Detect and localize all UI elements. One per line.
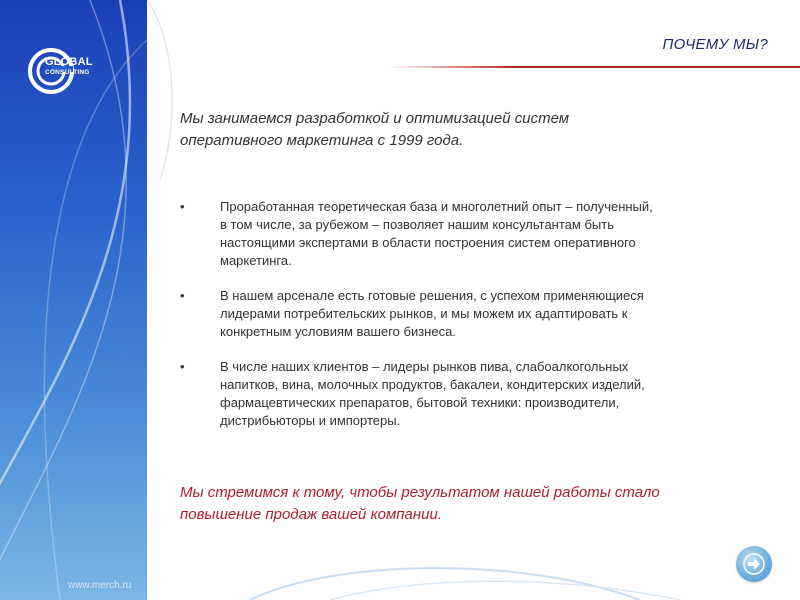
bullet-marker: • (180, 199, 185, 214)
logo-text (45, 57, 93, 77)
next-slide-button[interactable] (736, 546, 772, 582)
sidebar (0, 0, 147, 600)
bullet-line: В числе наших клиентов – лидеры рынков пива, слабоалкогольных (220, 359, 629, 374)
title-divider (388, 66, 800, 68)
bullet-line: дистрибьюторы и импортеры. (220, 413, 401, 428)
bullet-marker: • (180, 359, 185, 374)
arrow-right-icon (743, 553, 765, 575)
bullet-line: Проработанная теоретическая база и многолетний опыт – полученный, (220, 199, 653, 214)
bullet-line: маркетинга. (220, 253, 292, 268)
bullet-marker: • (180, 288, 185, 303)
website-link[interactable]: www.merch.ru (68, 580, 132, 591)
closing-line: Мы стремимся к тому, чтобы результатом нашей работы стало (180, 484, 660, 501)
intro-line: Мы занимаемся разработкой и оптимизацией систем (180, 110, 570, 127)
bullet-line: настоящими экспертами в области построения систем оперативного (220, 235, 636, 250)
intro-text (180, 108, 700, 152)
bullet-line: в том числе, за рубежом – позволяет нашим консультантам быть (220, 217, 614, 232)
bullet-line: фармацевтических препаратов, бытовой техники: производители, (220, 395, 620, 410)
logo-line2: CONSULTING (45, 69, 90, 76)
bullet-line: В нашем арсенале есть готовые решения, с успехом применяющиеся (220, 288, 644, 303)
bullet-line: напитков, вина, молочных продуктов, бакалеи, кондитерских изделий, (220, 377, 645, 392)
bullet-line: конкретным условиям вашего бизнеса. (220, 324, 456, 339)
page-title: ПОЧЕМУ МЫ? (662, 36, 768, 53)
bullet-item (180, 358, 750, 430)
intro-line: оперативного маркетинга с 1999 года. (180, 132, 464, 149)
bullet-line: лидерами потребительских рынков, и мы можем их адаптировать к (220, 306, 628, 321)
bullet-list (180, 198, 750, 447)
bullet-item (180, 198, 750, 270)
closing-line: повышение продаж вашей компании. (180, 506, 442, 523)
bullet-item (180, 287, 750, 341)
logo-line1: GLOBAL (45, 56, 93, 68)
closing-statement (180, 482, 770, 526)
